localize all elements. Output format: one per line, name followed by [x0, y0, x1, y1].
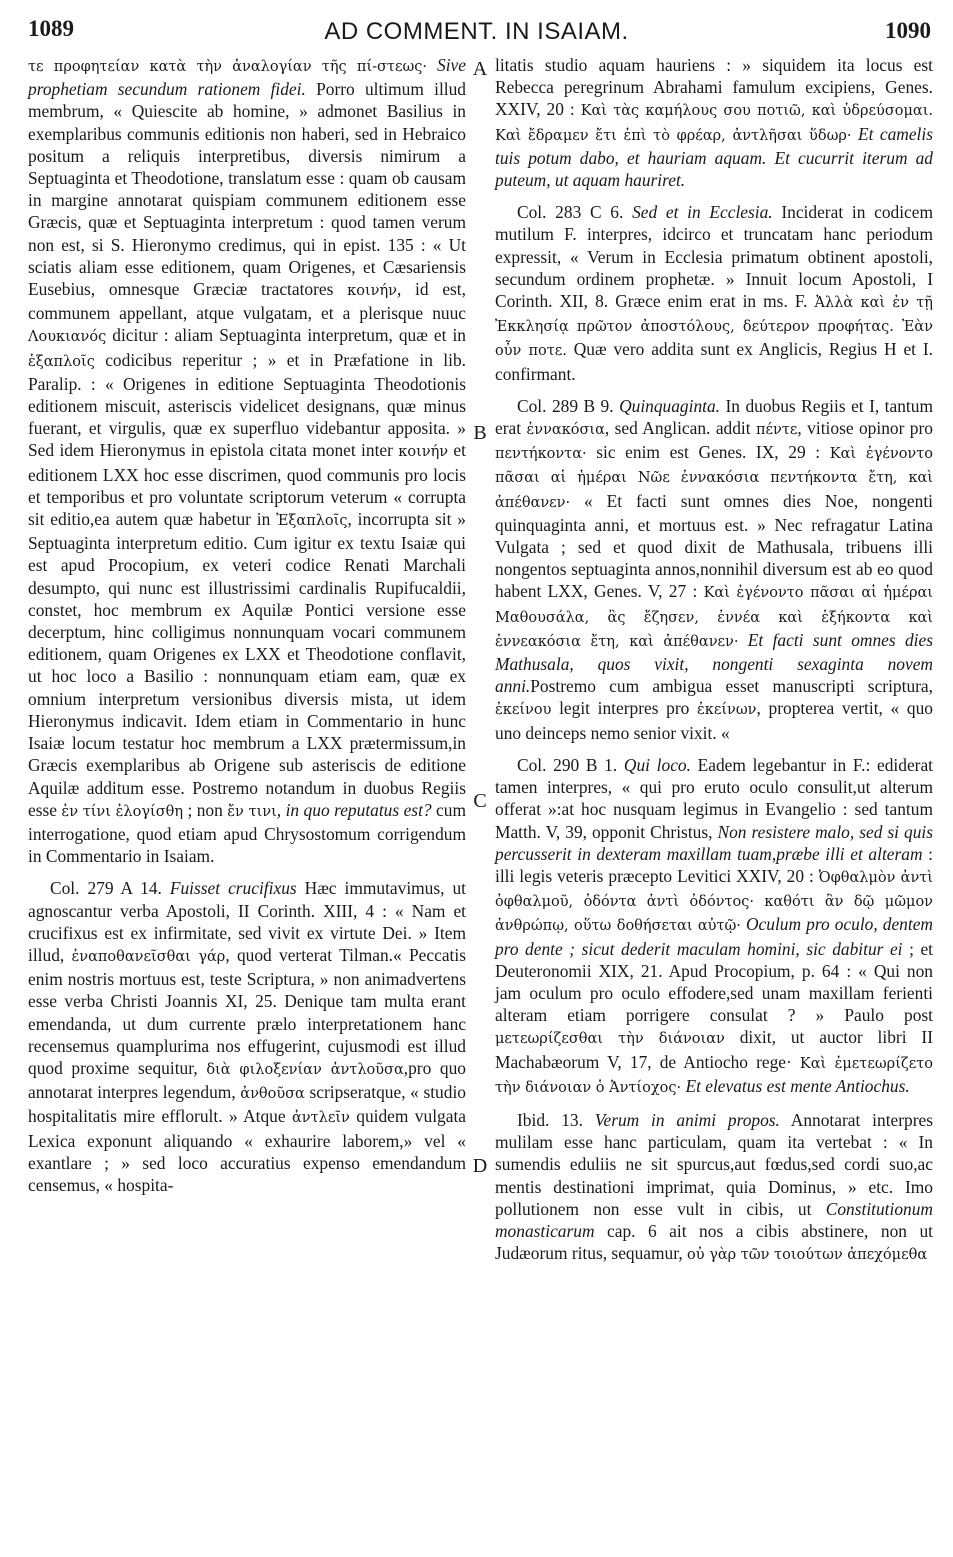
paragraph	[495, 1109, 933, 1266]
italic-text: Et camelis tuis potum dabo, et hauriam aquam. Et cucurrit iterum ad puteum, ut aquam hauriret.	[495, 123, 933, 191]
text-run: sic enim est Genes. IX, 29 :	[586, 442, 830, 463]
text-run: Ibid. 13.	[517, 1109, 595, 1130]
text-run: codicibus reperitur ; » et in Præfatione in lib. Paralip. : « Origenes in editione Septuaginta Theodotionis editionem miscuit, asteriscis videlicet designans, quæ minus fuerant, et virgulis, quæ ex superfluo videbantur apposita. » Sed idem Hieronymus in epistola citata monet inter	[28, 349, 466, 461]
greek-text: ἐκείνων	[697, 702, 757, 719]
greek-text: Καὶ τὰς καμήλους σου ποτιῶ, καὶ ὑδρεύσομαι. Καὶ ἔδραμεν ἔτι ἐπὶ τὸ φρέαρ, ἀντλῆσαι ὕδωρ·	[495, 103, 933, 144]
paragraph	[495, 201, 933, 385]
text-run: Col. 283 C 6.	[517, 202, 633, 223]
text-run: ; et Deuteronomii XIX, 21. Apud Procopium, p. 64 : « Qui non jam oculum pro oculo effodere,sed unam maxillam ferienti alteram etiam porrigere consulat ? » Paulo post	[495, 938, 933, 1026]
text-run: quidem vulgata Lexica exponunt aliquando « exhaurire laborem,» vel « exantlare ; » sed loco accuratius expenso emendandum censemus, « hospita-	[28, 1106, 466, 1195]
text-run: , incorrupta sit » Septuaginta interpretum editio. Cum igitur ex textu Isaiæ qui est apud Procopium, ex veteri codice Renati Marchali desumpto, qui nunc est illustrissimi cardinalis Rupifucaldii, constet, hoc membrum ex Aquilæ Pontici versione esse decerptum, hinc colligimus nonnunquam vocari communem editionem, quam Origenes ex LXX et Theodotione conflavit, ut hoc loco a Basilio : nonnunquam etiam eam, quæ ex omnium interpretum versionibus diversis mista, ut idem Hieronymus indicavit. Idem etiam in Commentario in hunc Isaiæ locum testatur hoc membrum a LXX prætermissum,in Græcis exemplaribus ab Origene sub asteriscis de editione Aquilæ additum esse. Postremo notandum in duobus Regiis esse	[28, 509, 467, 820]
text-run: dixit, ut auctor libri II Machabæorum V, 17, de Antiocho rege·	[495, 1027, 933, 1072]
text-run: Postremo cum ambigua esset manuscripti scriptura,	[530, 676, 933, 697]
text-run: scripseratque, « studio hospitalitatis mire efflorult. » Atque	[28, 1082, 466, 1127]
text-run: , vitiose opinor pro	[797, 418, 933, 439]
greek-text: Καὶ ἐγένοντο πᾶσαι αἱ ἡμέραι Μαθουσάλα, ἃς ἔζησεν, ἐννέα καὶ ἑξήκοντα καὶ ἐννεακόσια ἔτη, καὶ ἀπέθανεν·	[495, 585, 933, 650]
paragraph	[28, 54, 466, 867]
text-run: Col. 289 B 9.	[517, 395, 620, 416]
paragraph	[28, 877, 466, 1196]
greek-text: διὰ φιλοξενίαν ἀντλοῦσα	[206, 1061, 404, 1078]
greek-text: ἑξαπλοῖς	[28, 353, 95, 370]
text-run: ,pro quo annotarat interpres legendum,	[28, 1057, 466, 1103]
greek-text: ἐν τίνι ἐλογίσθη	[61, 803, 184, 820]
margin-section-letter: C	[473, 790, 487, 812]
text-run: Annotarat interpres mulilam esse hanc particulam, quam ita vertebat : « In sumendis eduliis ne sit spurcus,aut fœdus,sed cordi suo,ac mentis destinationi imprimat, quia Dominus, » etc. Imo pollutionem non esse vult in cibis, ut	[495, 1109, 934, 1219]
greek-text: ἐκείνου	[495, 702, 552, 719]
text-run: Quæ vero addita sunt ex Anglicis, Regius H et I. confirmant.	[495, 339, 933, 384]
text-run: ; non	[183, 799, 228, 820]
text-run: , id est, communem appellant, atque vulgatam, et a plerisque nuuc	[28, 279, 466, 324]
greek-text: ἀνθοῦσα	[240, 1086, 305, 1103]
text-run: , quod verterat Tilman.« Peccatis enim nostris mortuus est, teste Scriptura, » non animadvertens esse verba Christi Joannis XI, 25. Denique tam multa erant emendanda, ut dum currente prælo interpretationem hanc recensemus quamplurima nos effugerint, cujusmodi est illud quod proxime sequitur,	[28, 944, 466, 1078]
greek-text: Λουκιανός	[28, 329, 107, 346]
greek-text: πέντε	[756, 422, 798, 439]
running-title: AD COMMENT. IN ISAIAM.	[324, 18, 629, 45]
italic-text: Sive prophetiam secundum rationem fidei.	[28, 55, 466, 100]
text-run: cum interrogatione, quod etiam apud Chrysostomum corrigendum in Commentario in Isaiam.	[28, 799, 466, 867]
greek-text: Καὶ ἐγένοντο πᾶσαι αἱ ἡμέραι Νῶε ἐννακόσια πεντήκοντα ἔτη, καὶ ἀπέθανεν·	[495, 446, 933, 511]
text-run: Porro ultimum illud membrum, « Quiescite ab homine, » admonet Basilius in exemplaribus communis editionis non haberi, sed in Hebraico positum a reliquis interpretibus, diversis nimirum a Septuaginta et Theodotione, translatum esse : quam ob causam in margine annotarat quispiam communem editionem esse Græcis, quæ et Septuaginta interpretum : quod tamen verum non est, si S. Hieronymo credimus, qui in epist. 135 : « Ut sciatis aliam esse editionem, quam Origenes, et Cæsariensis Eusebius, omnesque Græciæ tractatores	[28, 79, 467, 300]
text-run: Hæc immutavimus, ut agnoscantur verba Apostoli, II Corinth. XIII, 4 : « Nam et crucifixus est ex infirmitate, sed vivit ex virtute Dei. » Item illud,	[28, 878, 466, 965]
italic-text: Fuisset crucifixus	[169, 878, 297, 899]
text-run: legit interpres pro	[551, 698, 697, 719]
text-run: « Et facti sunt omnes dies Noe, nongenti quinquaginta anni, et mortuus est. » Nec refragatur Latina Vulgata ; sed et quod dixit de Mathusala, tribuens illi nongentos septuaginta annos,nonnihil diversum est ab eo quod habent LXX, Genes. V, 27 :	[495, 490, 933, 602]
text-run: et editionem LXX hoc esse discrimen, quod communis pro locis et temporibus et pro voluntate scriptorum veterum « corrupta sit editio,ea autem quæ habetur in	[28, 440, 466, 530]
page-number-left: 1089	[28, 16, 74, 41]
greek-text: Ἑξαπλοῖς	[276, 513, 348, 530]
italic-text: Sed et in Ecclesia.	[632, 202, 773, 223]
greek-text: Καὶ ἐμετεωρίζετο τὴν διάνοιαν ὁ Ἀντίοχος·	[495, 1055, 934, 1096]
italic-text: Oculum pro oculo, dentem pro dente ; sicut dederit maculam homini, sic dabitur ei	[495, 914, 933, 959]
running-header	[0, 12, 953, 46]
greek-text: Ὀφθαλμὸν ἀντὶ ὀφθαλμοῦ, ὀδόντα ἀντὶ ὀδόντος· καθότι ἂν δῷ μῶμον ἀνθρώπῳ, οὕτω δοθήσεται αὐτῷ·	[495, 869, 933, 935]
greek-text: κοινήν	[398, 444, 449, 461]
paragraph	[495, 754, 933, 1099]
text-run: , propterea vertit, « quo uno deinceps nemo senior vixit. «	[495, 698, 933, 743]
text-run: dicitur : aliam Septuaginta interpretum, quæ et in	[106, 325, 466, 346]
greek-text: πεντήκοντα·	[495, 446, 587, 463]
text-run: Inciderat in codicem mutilum F. interpres, idcirco et truncatam hanc periodum expressit, « Verum in Ecclesia primatum obtinent apostoli, secundum ordinem prophetæ. » Innuit locum Apostoli, I Corinth. XII, 8. Græce enim erat in ms. F.	[495, 202, 934, 312]
greek-text: μετεωρίζεσθαι τὴν διάνοιαν	[495, 1031, 725, 1048]
greek-text: ἐννακόσια	[526, 422, 605, 439]
text-run: cap. 6 ait nos a cibis abstinere, non ut Judæorum ritus, sequamur,	[495, 1220, 933, 1264]
margin-section-letter: D	[472, 1155, 488, 1177]
margin-section-letter: B	[473, 422, 487, 444]
italic-text: Constitutionum monasticarum	[495, 1198, 933, 1241]
margin-section-letter: A	[472, 58, 488, 80]
text-run: Col. 279 A 14.	[50, 878, 170, 899]
italic-text: Qui loco.	[623, 754, 691, 775]
text-run: In duobus Regiis et I, tantum erat	[495, 395, 933, 439]
page-number-right: 1090	[885, 18, 931, 43]
greek-text: ἔν τινι	[227, 803, 277, 820]
greek-text: Ἀλλὰ καὶ ἐν τῇ Ἐκκλησίᾳ πρῶτον ἀποστόλους, δεύτερον προφήτας. Ἐὰν οὖν ποτε.	[495, 295, 933, 360]
right-column	[495, 54, 933, 1266]
text-run: Col. 290 B 1.	[517, 754, 624, 775]
italic-text: Et elevatus est mente Antiochus.	[681, 1075, 910, 1096]
greek-text: οὐ γὰρ τῶν τοιούτων ἀπεχόμεθα	[687, 1247, 928, 1264]
greek-text: ἀντλεῖν	[292, 1110, 350, 1127]
text-run: , sed Anglican. addit	[604, 418, 757, 439]
text-run: Eadem legebantur in F.: ediderat tamen interpres, « qui pro eruto oculo consulit,ut alterum offerat »:at hoc nusquam legimus in Evangelio : sed tantum Matth. V, 39, opponit Christus,	[495, 754, 934, 842]
text-run: : illi legis veteris præcepto Levitici XXIV, 20 :	[495, 843, 934, 886]
italic-text: Quinquaginta.	[619, 395, 721, 416]
paragraph	[495, 395, 933, 744]
italic-text: Et facti sunt omnes dies Mathusala, quos vixit, nongenti sexaginta novem anni.	[495, 629, 933, 697]
italic-text: Verum in animi propos.	[594, 1109, 780, 1130]
left-column	[28, 54, 466, 1196]
greek-text: ἐναποθανεῖσθαι γάρ	[71, 948, 226, 965]
italic-text: Non resistere malo, sed si quis percusserit in dexteram maxillam tuam,præbe illi et alteram	[495, 821, 934, 864]
paragraph	[495, 54, 933, 191]
greek-text: κοινήν	[347, 283, 397, 300]
text-run: litatis studio aquam hauriens : » siquidem ita locus est Rebecca peregrinum Abrahami famulum excipiens, Genes. XXIV, 20 :	[495, 55, 933, 120]
greek-text: τε προφητείαν κατὰ τὴν ἀναλογίαν τῆς πί-στεως·	[28, 59, 428, 75]
italic-text: , in quo reputatus est?	[276, 799, 432, 820]
